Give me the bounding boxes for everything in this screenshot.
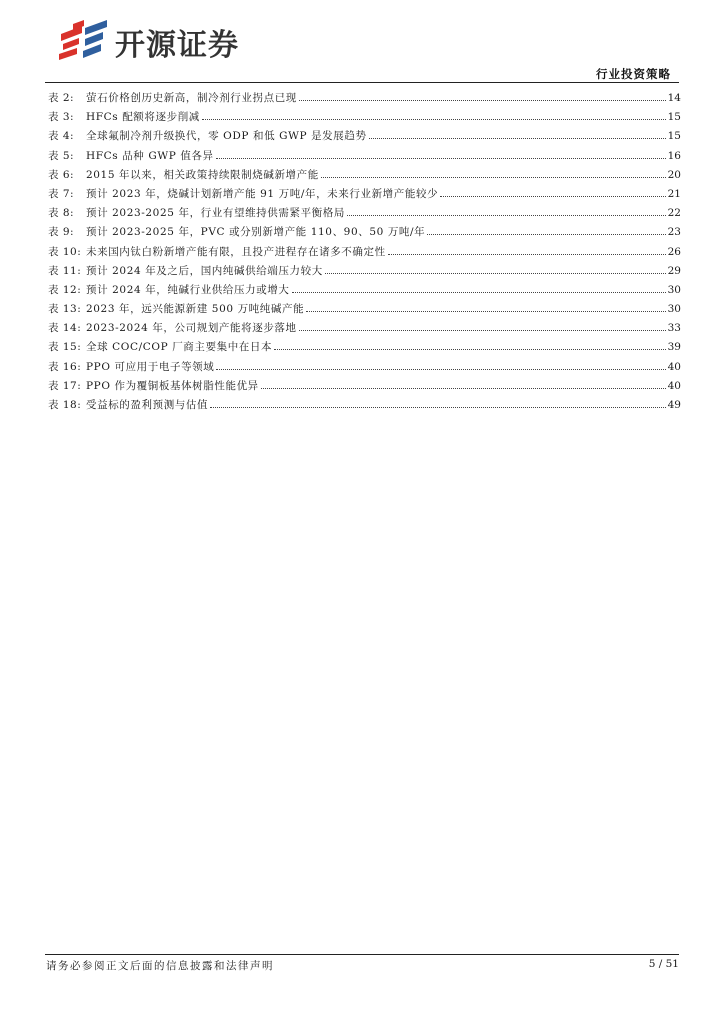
toc-entry-title: PPO 可应用于电子等领域: [86, 360, 215, 373]
toc-dot-leader: [427, 234, 665, 235]
toc-entry-label: 表 4:: [48, 130, 75, 143]
logo-mark-icon: [55, 20, 113, 64]
toc-entry-page: 29: [667, 264, 681, 277]
toc-entry-label: 表 12:: [48, 283, 82, 296]
toc-entry-title: 未来国内钛白粉新增产能有限，且投产进程存在诸多不确定性: [86, 245, 386, 258]
toc-entry-label: 表 7:: [48, 187, 75, 200]
toc-entry[interactable]: [48, 281, 681, 300]
toc-entry-page: 40: [667, 360, 681, 373]
toc-entry-page: 33: [667, 322, 681, 335]
toc-dot-leader: [261, 388, 666, 389]
toc-entry-label: 表 13:: [48, 303, 82, 316]
toc-entry[interactable]: [48, 396, 681, 415]
toc-entry-label: 表 8:: [48, 207, 75, 220]
toc-entry-page: 22: [667, 207, 681, 220]
toc-entry-label: 表 3:: [48, 111, 75, 124]
toc-entry-page: 30: [667, 303, 681, 316]
toc-entry-page: 21: [667, 187, 681, 200]
toc-dot-leader: [299, 100, 666, 101]
toc-entry-page: 39: [667, 341, 681, 354]
toc-entry-title: 预计 2024 年及之后，国内纯碱供给端压力较大: [86, 264, 323, 277]
toc-entry[interactable]: [48, 338, 681, 357]
company-logo: [55, 20, 239, 64]
toc-entry-page: 23: [667, 226, 681, 239]
toc-dot-leader: [210, 407, 666, 408]
toc-entry[interactable]: [48, 89, 681, 108]
toc-entry-title: 预计 2023-2025 年，行业有望维持供需紧平衡格局: [86, 207, 345, 220]
toc-dot-leader: [369, 138, 666, 139]
toc-dot-leader: [388, 254, 666, 255]
toc-entry-label: 表 16:: [48, 360, 82, 373]
toc-entry-label: 表 2:: [48, 92, 75, 104]
toc-entry-label: 表 15:: [48, 341, 82, 354]
toc-entry-title: 预计 2024 年，纯碱行业供给压力或增大: [86, 283, 290, 296]
brand-name: 开源证券: [115, 28, 239, 63]
toc-entry-page: 40: [667, 379, 681, 392]
toc-entry-title: 预计 2023 年，烧碱计划新增产能 91 万吨/年，未来行业新增产能较少: [86, 187, 439, 200]
toc-entry-title: 2023-2024 年，公司规划产能将逐步落地: [86, 322, 297, 335]
toc-entry-title: 2023 年，远兴能源新建 500 万吨纯碱产能: [86, 303, 305, 316]
toc-entry[interactable]: [48, 204, 681, 223]
toc-entry-label: 表 5:: [48, 149, 75, 162]
toc-entry[interactable]: [48, 262, 681, 281]
toc-entry[interactable]: [48, 319, 681, 338]
toc-entry-title: HFCs 品种 GWP 值各异: [86, 149, 214, 162]
toc-entry-title: HFCs 配额将逐步削减: [86, 111, 200, 124]
toc-entry-page: 49: [667, 399, 681, 411]
toc-entry-label: 表 9:: [48, 226, 75, 239]
toc-dot-leader: [299, 330, 666, 331]
toc-dot-leader: [216, 158, 666, 159]
toc-entry-page: 15: [667, 130, 681, 143]
toc-entry-title: 2015 年以来，相关政策持续限制烧碱新增产能: [86, 168, 319, 181]
toc-entry-label: 表 10:: [48, 245, 82, 258]
toc-dot-leader: [440, 196, 665, 197]
header-divider: [45, 82, 679, 83]
table-of-contents: [48, 89, 681, 415]
toc-entry-label: 表 17:: [48, 379, 82, 392]
page-number: 5 / 51: [648, 958, 679, 970]
toc-entry-page: 14: [667, 92, 681, 104]
toc-entry-title: PPO 作为覆铜板基体树脂性能优异: [86, 379, 259, 392]
toc-dot-leader: [274, 349, 666, 350]
toc-entry-title: 全球 COC/COP 厂商主要集中在日本: [86, 341, 273, 354]
toc-dot-leader: [216, 369, 665, 370]
toc-entry-label: 表 18:: [48, 399, 82, 411]
toc-entry[interactable]: [48, 243, 681, 262]
toc-entry-title: 预计 2023-2025 年，PVC 或分别新增产能 110、90、50 万吨/年: [86, 226, 426, 239]
toc-entry[interactable]: [48, 185, 681, 204]
toc-dot-leader: [292, 292, 666, 293]
report-category: 行业投资策略: [596, 67, 671, 81]
toc-entry-page: 26: [667, 245, 681, 258]
toc-entry-page: 16: [667, 149, 681, 162]
toc-dot-leader: [306, 311, 665, 312]
toc-entry[interactable]: [48, 108, 681, 127]
toc-entry-label: 表 6:: [48, 168, 75, 181]
toc-entry[interactable]: [48, 147, 681, 166]
toc-entry[interactable]: [48, 377, 681, 396]
toc-entry[interactable]: [48, 127, 681, 146]
toc-entry[interactable]: [48, 358, 681, 377]
toc-dot-leader: [321, 177, 666, 178]
toc-entry[interactable]: [48, 166, 681, 185]
toc-dot-leader: [347, 215, 666, 216]
toc-entry-title: 萤石价格创历史新高，制冷剂行业拐点已现: [86, 92, 297, 104]
toc-dot-leader: [202, 119, 666, 120]
toc-entry-page: 20: [667, 168, 681, 181]
footer-divider: [45, 954, 679, 955]
toc-entry[interactable]: [48, 300, 681, 319]
toc-entry-label: 表 11:: [48, 264, 82, 277]
toc-entry[interactable]: [48, 223, 681, 242]
toc-dot-leader: [325, 273, 666, 274]
toc-entry-label: 表 14:: [48, 322, 82, 335]
toc-entry-title: 全球氟制冷剂升级换代，零 ODP 和低 GWP 是发展趋势: [86, 130, 367, 143]
footer-disclaimer: 请务必参阅正文后面的信息披露和法律声明: [46, 960, 274, 972]
toc-entry-page: 15: [667, 111, 681, 124]
toc-entry-page: 30: [667, 283, 681, 296]
toc-entry-title: 受益标的盈利预测与估值: [86, 399, 209, 411]
